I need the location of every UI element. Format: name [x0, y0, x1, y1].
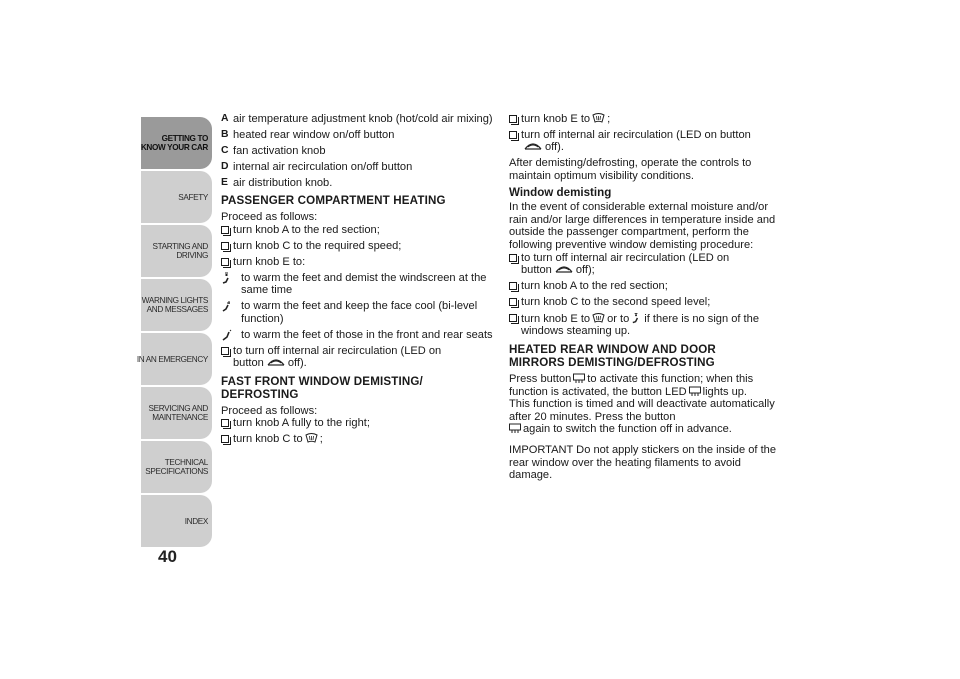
tab-technical[interactable] [141, 441, 212, 493]
bullet-item: to turn off internal air recirculation (LED on button off); [509, 252, 779, 277]
windscreen-demist-icon [305, 433, 318, 444]
heated-rear-window-icon [509, 423, 521, 434]
legend-item: A air temperature adjustment knob (hot/cold air mixing) [221, 113, 493, 125]
subsection-heading: Window demisting [509, 185, 612, 199]
sub-item: to warm the feet and demist the windscreen at the same time [221, 272, 493, 297]
windscreen-demist-icon [592, 113, 605, 124]
feet-face-icon [221, 300, 233, 312]
checkbox-bullet-icon [221, 242, 229, 250]
tab-warning-lights[interactable] [141, 279, 212, 331]
bullet-item: turn knob A fully to the right; [221, 417, 493, 430]
feet-windscreen-icon [221, 272, 233, 284]
tab-starting-driving[interactable] [141, 225, 212, 277]
air-recirculation-icon [266, 357, 286, 368]
legend-item: D internal air recirculation on/off button [221, 160, 413, 173]
legend-item: C fan activation knob [221, 144, 326, 157]
tab-label: DRIVING [176, 251, 208, 260]
bullet-item: turn knob E to or to if there is no sign of the windows steaming up. [509, 312, 779, 338]
bullet-item: turn knob A to the red section; [221, 224, 493, 237]
bullet-item: turn knob C to ; [221, 433, 493, 446]
tab-emergency[interactable] [136, 333, 212, 385]
paragraph: Press button to activate this function; when this function is activated, the button LED lights up. [509, 373, 754, 398]
tab-label: SAFETY [178, 192, 208, 202]
checkbox-bullet-icon [221, 258, 229, 266]
tab-label: WARNING LIGHTS [141, 296, 208, 305]
checkbox-bullet-icon [509, 298, 517, 306]
bullet-item: turn knob E to: [221, 256, 493, 269]
heated-rear-window-icon [573, 373, 585, 384]
section-heading: FAST FRONT WINDOW DEMISTING/ DEFROSTING [221, 374, 423, 401]
bullet-item: turn knob E to ; [509, 113, 779, 126]
tab-getting-to-know[interactable] [141, 117, 212, 169]
checkbox-bullet-icon [221, 347, 229, 355]
tab-label: KNOW YOUR CAR [140, 143, 208, 152]
legend-item: E air distribution knob. [221, 176, 333, 189]
paragraph: Proceed as follows: [221, 211, 318, 224]
checkbox-bullet-icon [509, 131, 517, 139]
checkbox-bullet-icon [221, 435, 229, 443]
bullet-item: turn knob C to the second speed level; [509, 296, 779, 309]
tab-label: STARTING AND [152, 242, 208, 251]
air-recirculation-icon [554, 264, 574, 275]
left-column [221, 113, 493, 449]
tab-label: GETTING TO [161, 134, 208, 143]
paragraph: This function is timed and will deactivate automatically after 20 minutes. Press the button again to switch the function off in advance. [509, 398, 775, 436]
sub-item: to warm the feet and keep the face cool (bi-level function) [221, 300, 493, 325]
bullet-item: to turn off internal air recirculation (LED on button off). [221, 345, 493, 370]
important-note: IMPORTANT Do not apply stickers on the inside of the rear window over the heating filaments to avoid damage. [509, 444, 776, 482]
paragraph: In the event of considerable external moisture and/or rain and/or large differences in temperature inside and outside the passenger compartment, perform the following preventive window demisting procedure: [509, 201, 776, 251]
checkbox-bullet-icon [509, 282, 517, 290]
legend-item: B heated rear window on/off button [221, 128, 395, 141]
tab-label: AND MESSAGES [146, 305, 208, 314]
checkbox-bullet-icon [509, 254, 517, 262]
sub-item: to warm the feet of those in the front and rear seats [221, 329, 493, 342]
right-column [509, 113, 779, 482]
checkbox-bullet-icon [509, 115, 517, 123]
feet-icon [221, 329, 233, 341]
checkbox-bullet-icon [509, 314, 517, 322]
bullet-item: turn knob A to the red section; [509, 280, 779, 293]
tab-label: SERVICING AND [148, 404, 208, 413]
tab-label: IN AN EMERGENCY [136, 354, 208, 364]
bullet-item: turn knob C to the required speed; [221, 240, 493, 253]
air-recirculation-icon [523, 141, 543, 152]
tab-label: SPECIFICATIONS [145, 467, 208, 476]
checkbox-bullet-icon [221, 226, 229, 234]
bullet-item: turn off internal air recirculation (LED on button off). [509, 129, 779, 154]
tab-index[interactable] [141, 495, 212, 547]
section-heading: PASSENGER COMPARTMENT HEATING [221, 194, 446, 208]
section-heading: HEATED REAR WINDOW AND DOOR MIRRORS DEMISTING/DEFROSTING [509, 342, 716, 369]
tab-servicing[interactable] [141, 387, 212, 439]
tab-label: INDEX [184, 516, 208, 526]
tab-label: MAINTENANCE [152, 413, 208, 422]
heated-rear-window-icon [689, 386, 701, 397]
paragraph: After demisting/defrosting, operate the controls to maintain optimum visibility conditions. [509, 157, 752, 182]
paragraph: Proceed as follows: [221, 404, 318, 417]
tab-label: TECHNICAL [164, 458, 208, 467]
page-number: 40 [158, 547, 177, 566]
windscreen-demist-icon [592, 313, 605, 324]
tab-safety[interactable] [141, 171, 212, 223]
checkbox-bullet-icon [221, 419, 229, 427]
feet-windscreen-icon [631, 312, 642, 324]
